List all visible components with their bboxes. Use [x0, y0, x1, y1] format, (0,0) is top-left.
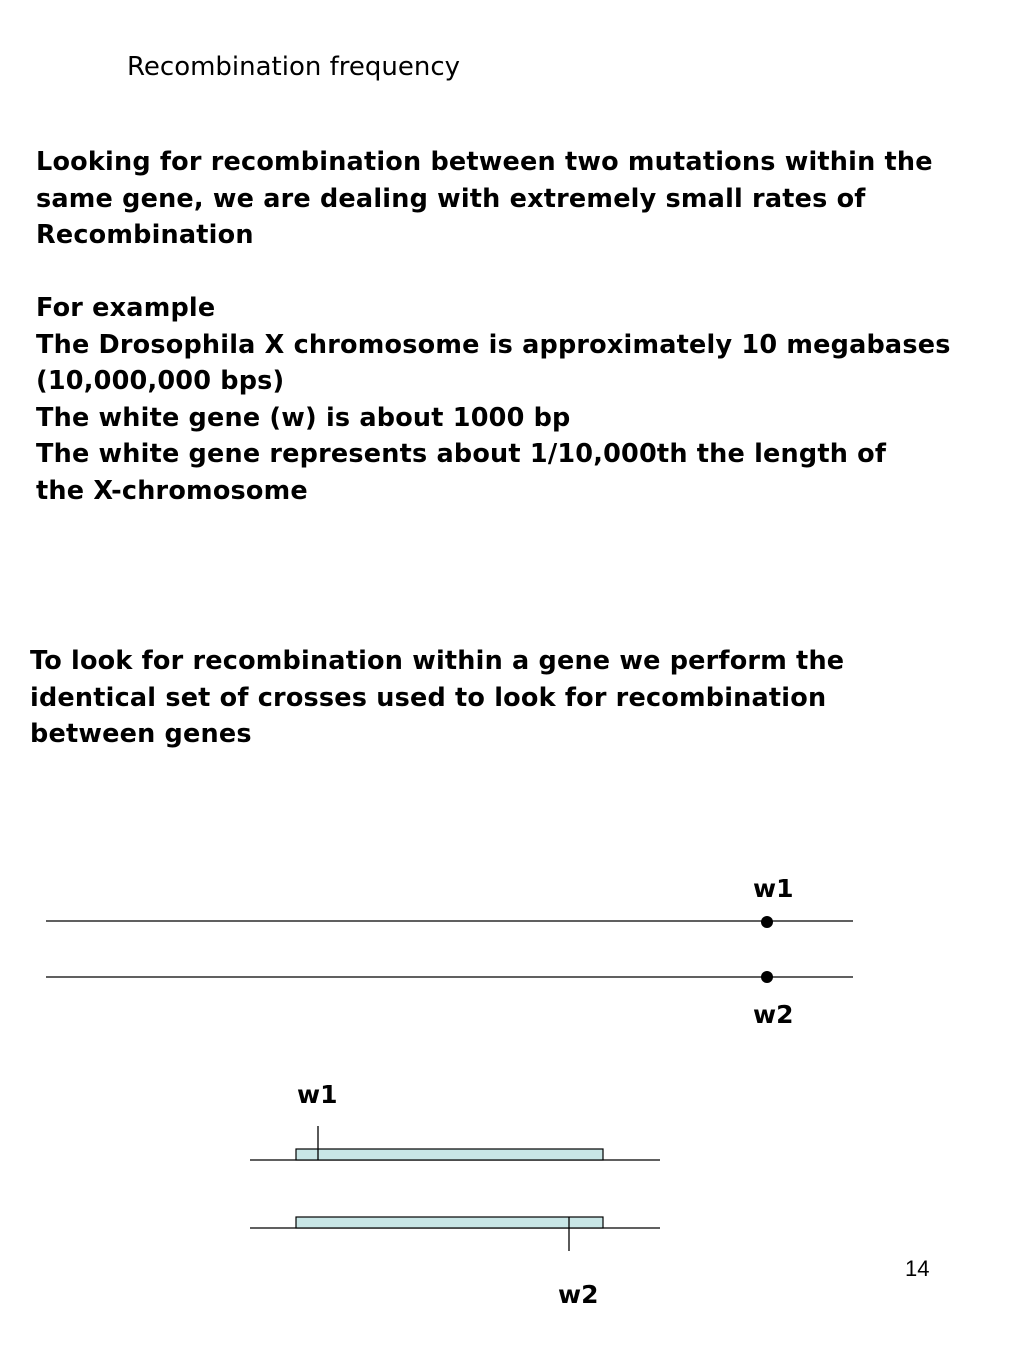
paragraph-line: For example	[36, 293, 216, 323]
paragraph-line: Looking for recombination between two mutations within the	[36, 147, 933, 177]
paragraph-line: the X-chromosome	[36, 475, 308, 506]
mutation-dot-w1	[761, 916, 773, 928]
paragraph-line: To look for recombination within a gene we perform the	[30, 646, 845, 676]
paragraph-line: same gene, we are dealing with extremely small rates of	[36, 183, 866, 214]
gene-box-top	[296, 1149, 603, 1160]
page-number: 14	[905, 1256, 930, 1281]
gene-mutation-label-w1: w1	[297, 1080, 338, 1109]
slide-title: Recombination frequency	[127, 52, 461, 82]
mutation-label-w1: w1	[753, 874, 794, 903]
paragraph-line: The white gene (w) is about 1000 bp	[36, 402, 571, 433]
paragraph-line: identical set of crosses used to look for recombination	[30, 682, 827, 713]
mutation-dot-w2	[761, 971, 773, 983]
paragraph-line: The white gene represents about 1/10,000th the length of	[36, 439, 887, 469]
gene-box-bottom	[296, 1217, 603, 1228]
gene-mutation-label-w2: w2	[558, 1280, 599, 1309]
mutation-label-w2: w2	[753, 1000, 794, 1029]
paragraph-line: between genes	[30, 719, 252, 749]
paragraph-line: (10,000,000 bps)	[36, 366, 285, 396]
paragraph-line: The Drosophila X chromosome is approximately 10 megabases	[36, 329, 951, 360]
paragraph-line: Recombination	[36, 220, 254, 250]
